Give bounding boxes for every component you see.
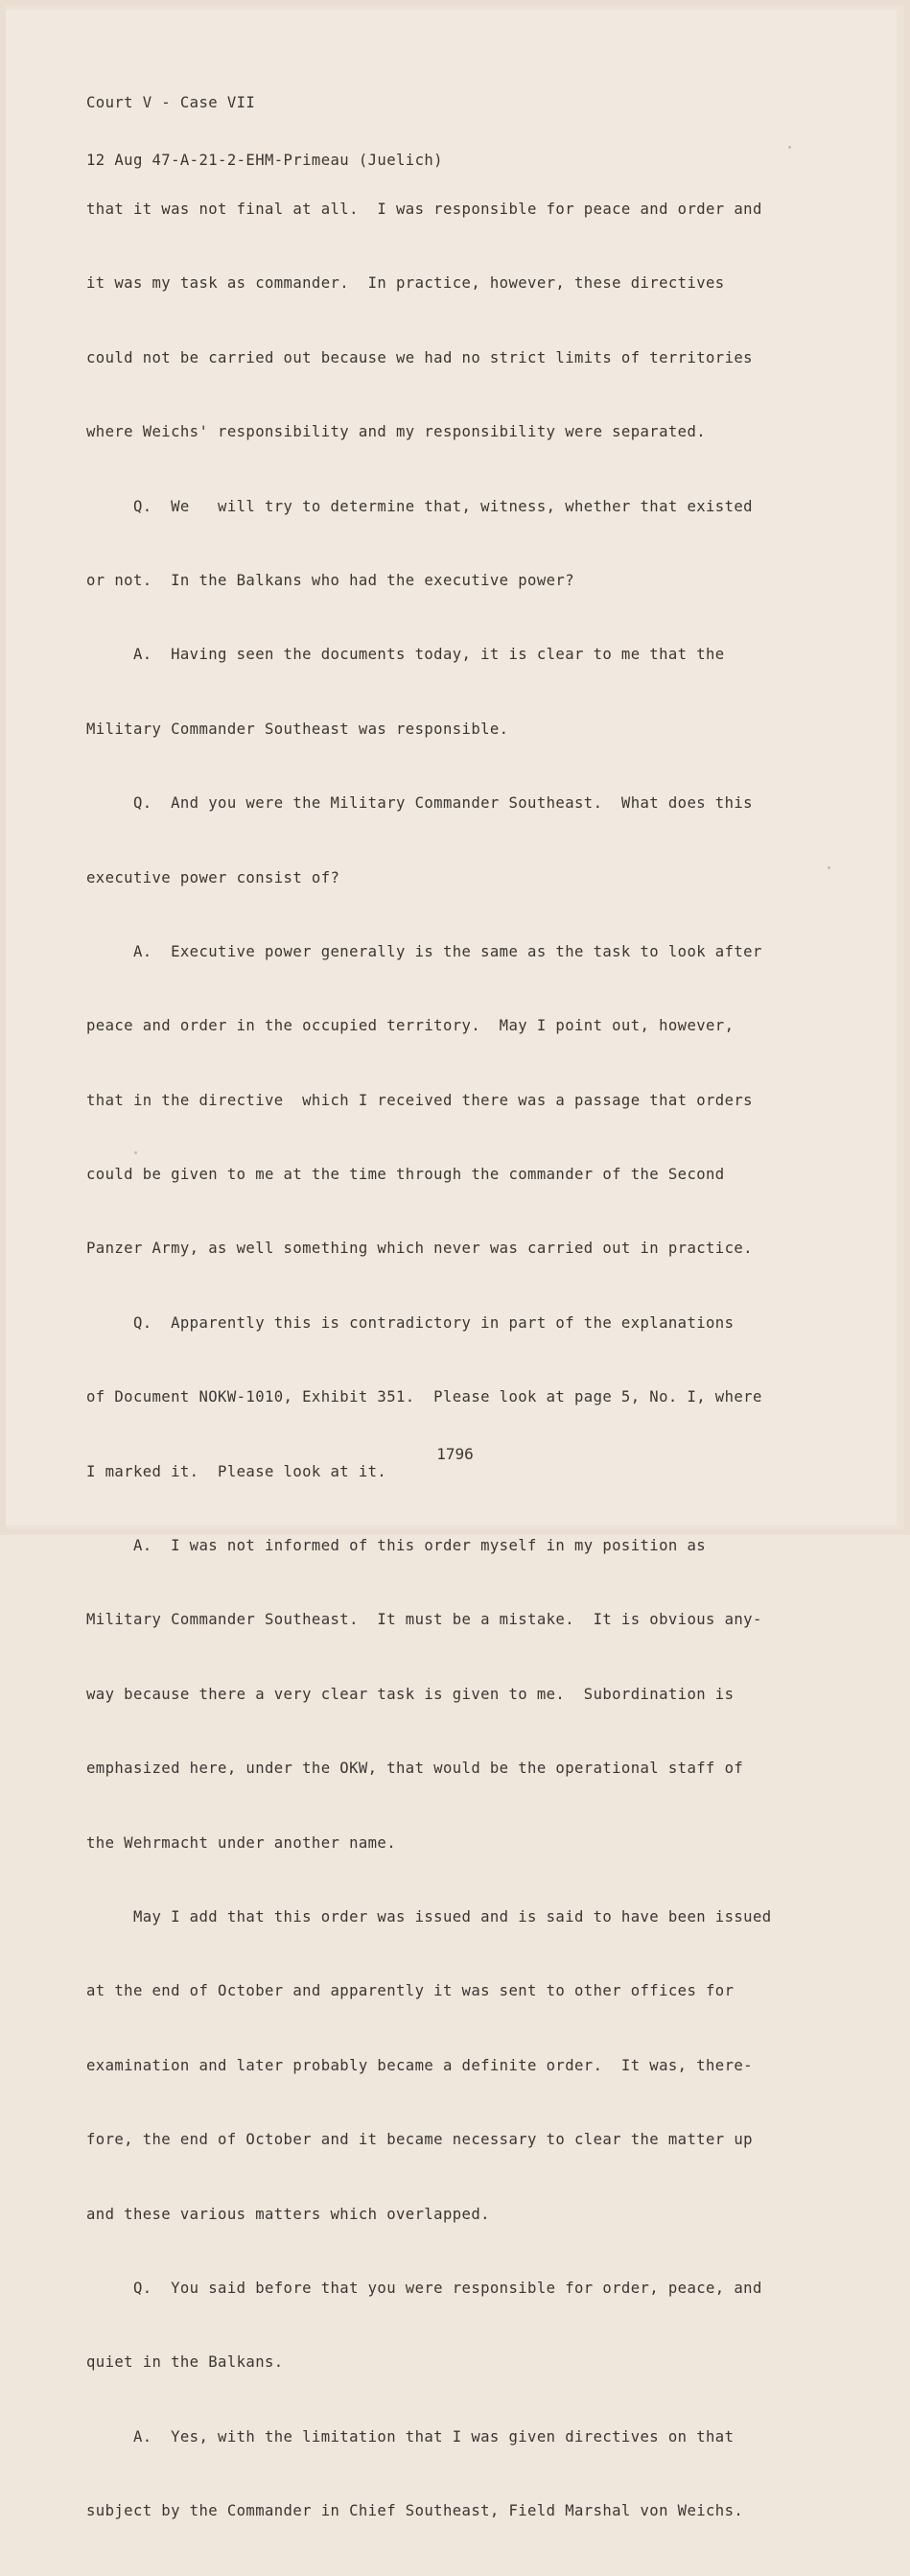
paper-speck: [134, 1151, 137, 1154]
transcript-line: and these various matters which overlapped.: [86, 2205, 490, 2223]
transcript-line: could be given to me at the time through the commander of the Second: [86, 1166, 725, 1184]
transcript-line: peace and order in the occupied territory. May I point out, however,: [86, 1017, 735, 1035]
transcript-line: Military Commander Southeast. It must be a mistake. It is obvious any-: [86, 1611, 762, 1629]
transcript-line: I marked it. Please look at it.: [86, 1462, 387, 1480]
transcript-line: that in the directive which I received there was a passage that orders: [86, 1091, 753, 1109]
transcript-line: of Document NOKW-1010, Exhibit 351. Please look at page 5, No. I, where: [86, 1388, 762, 1406]
transcript-line: way because there a very clear task is given to me. Subordination is: [86, 1685, 735, 1703]
transcript-line: or not. In the Balkans who had the executive power?: [86, 571, 574, 589]
transcript-line: Q. We will try to determine that, witness, whether that existed: [86, 497, 753, 515]
transcript-line: May I add that this order was issued and is said to have been issued: [86, 1907, 772, 1926]
transcript-line: Q. And you were the Military Commander Southeast. What does this: [86, 794, 753, 813]
transcript-line: the Wehrmacht under another name.: [86, 1833, 397, 1852]
transcript-line: where Weichs' responsibility and my responsibility were separated.: [86, 423, 707, 441]
transcript-line: examination and later probably became a definite order. It was, there-: [86, 2056, 753, 2074]
paper-speck: [788, 146, 791, 149]
transcript-line: quiet in the Balkans.: [86, 2353, 284, 2372]
transcript-line: Q. Apparently this is contradictory in part of the explanations: [86, 1313, 735, 1332]
transcript-line: could not be carried out because we had no strict limits of territories: [86, 348, 753, 366]
transcript-line: fore, the end of October and it became necessary to clear the matter up: [86, 2131, 753, 2149]
transcript-line: A. I was not informed of this order myself in my position as: [86, 1537, 707, 1555]
transcript-line: Panzer Army, as well something which never was carried out in practice.: [86, 1240, 753, 1258]
transcript-line: executive power consist of?: [86, 868, 340, 886]
transcript-body: [86, 165, 825, 2576]
header-session-info: 12 Aug 47-A-21-2-EHM-Primeau (Juelich): [86, 152, 443, 169]
transcript-line: A. Yes, with the limitation that I was given directives on that: [86, 2427, 735, 2446]
page-number: 1796: [436, 1445, 474, 1463]
transcript-line: that it was not final at all. I was responsible for peace and order and: [86, 201, 762, 218]
transcript-line: Military Commander Southeast was responsible.: [86, 720, 509, 738]
transcript-line: emphasized here, under the OKW, that would be the operational staff of: [86, 1760, 744, 1778]
header-court-case: Court V - Case VII: [86, 94, 256, 111]
transcript-line: A. Having seen the documents today, it is clear to me that the: [86, 646, 725, 664]
transcript-line: A. Executive power generally is the same as the task to look after: [86, 942, 762, 960]
transcript-line: it was my task as commander. In practice, however, these directives: [86, 274, 725, 293]
transcript-line: subject by the Commander in Chief Southeast, Field Marshal von Weichs.: [86, 2502, 744, 2520]
transcript-line: Q. You said before that you were responsible for order, peace, and: [86, 2279, 762, 2297]
paper-speck: [828, 866, 830, 869]
transcript-line: at the end of October and apparently it was sent to other offices for: [86, 1982, 735, 2000]
